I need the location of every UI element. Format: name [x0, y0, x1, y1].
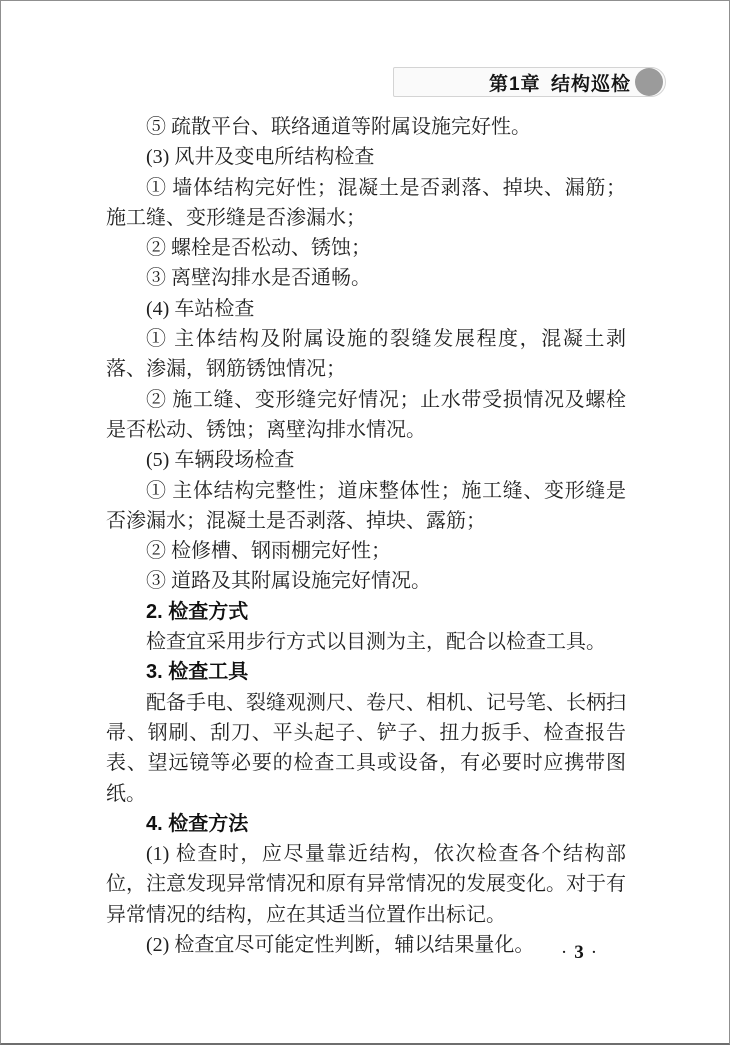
- paragraph: ① 主体结构完整性；道床整体性；施工缝、变形缝是否渗漏水；混凝土是否剥落、掉块、露筋；: [106, 479, 626, 532]
- paragraph: ③ 离壁沟排水是否通畅。: [146, 267, 371, 290]
- chapter-number: 第1章: [488, 73, 541, 95]
- page-number: [546, 942, 612, 964]
- paragraph: ② 施工缝、变形缝完好情况；止水带受损情况及螺栓是否松动、锈蚀；离壁沟排水情况。: [106, 388, 626, 441]
- paragraph: 配备手电、裂缝观测尺、卷尺、相机、记号笔、长柄扫帚、钢刷、刮刀、平头起子、铲子、扭力扳手、检查报告表、望远镜等必要的检查工具或设备，有必要时应携带图纸。: [106, 691, 626, 805]
- page-number-dot-left: ·: [560, 942, 568, 963]
- paragraph: ② 螺栓是否松动、锈蚀；: [146, 237, 371, 260]
- section-heading: 3. 检查工具: [146, 661, 249, 684]
- chapter-marker-circle-icon: [635, 68, 663, 96]
- paragraph: (3) 风井及变电所结构检查: [146, 146, 375, 169]
- paragraph: 检查宜采用步行方式以目测为主，配合以检查工具。: [146, 631, 606, 654]
- page-number-dot-right: ·: [590, 942, 598, 963]
- section-heading: 4. 检查方法: [146, 812, 249, 835]
- paragraph: (1) 检查时，应尽量靠近结构，依次检查各个结构部位，注意发现异常情况和原有异常情况的发展变化。对于有异常情况的结构，应在其适当位置作出标记。: [106, 843, 626, 926]
- chapter-header-bar: [393, 67, 666, 97]
- paragraph: (5) 车辆段场检查: [146, 449, 295, 472]
- paragraph: ③ 道路及其附属设施完好情况。: [146, 570, 431, 593]
- paragraph: ② 检修槽、钢雨棚完好性；: [146, 540, 391, 563]
- chapter-title: 结构巡检: [550, 73, 631, 95]
- page-number-value: 3: [574, 942, 584, 963]
- paragraph: (4) 车站检查: [146, 297, 255, 320]
- paragraph: ⑤ 疏散平台、联络通道等附属设施完好性。: [146, 116, 531, 138]
- page-body: [106, 112, 626, 960]
- paragraph: ① 主体结构及附属设施的裂缝发展程度，混凝土剥落、渗漏，钢筋锈蚀情况；: [106, 328, 626, 381]
- paragraph: (2) 检查宜尽可能定性判断，辅以结果量化。: [146, 934, 535, 957]
- section-heading: 2. 检查方式: [146, 600, 249, 623]
- paragraph: ① 墙体结构完好性；混凝土是否剥落、掉块、漏筋；施工缝、变形缝是否渗漏水；: [106, 176, 626, 229]
